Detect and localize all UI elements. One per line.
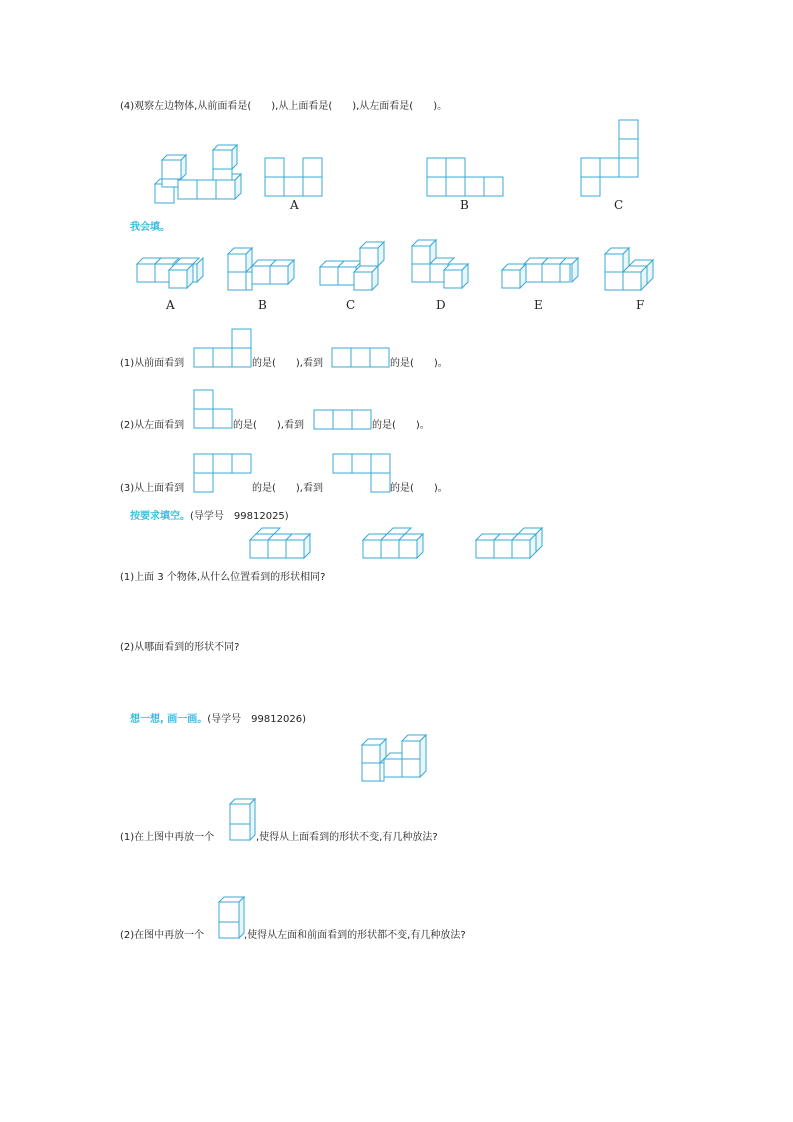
section2-q2-part3: 的是( )。 (372, 420, 430, 431)
section4-heading-text: 想一想, 画一画。 (130, 714, 208, 725)
section2-q3-part1: (3)从上面看到 (120, 483, 185, 494)
section2-q2-shape2 (314, 409, 374, 431)
section2-object-c (318, 240, 393, 295)
section3-note: (导学号 99812025) (190, 511, 289, 522)
section4-q2-cube-icon (217, 894, 247, 942)
section4-q1-part2: ,使得从上面看到的形状不变,有几种放法? (256, 832, 438, 843)
section3-object-2 (361, 526, 431, 562)
section3-heading-text: 按要求填空。 (130, 511, 190, 522)
q4-option-c-figure (580, 119, 642, 199)
q4-label-b: B (460, 198, 469, 212)
q4-text: (4)观察左边物体,从前面看是( ),从上面看是( ),从左面看是( )。 (120, 101, 448, 112)
section2-object-d (410, 238, 485, 295)
section4-object (360, 733, 435, 788)
section2-object-b (226, 245, 301, 295)
q4-option-a-figure (264, 157, 326, 199)
section2-heading: 我会填。 (130, 222, 170, 233)
q4-label-a: A (290, 198, 299, 212)
q4-label-c: C (614, 198, 624, 212)
section2-q3-part2: 的是( ),看到 (252, 483, 323, 494)
section2-q1-part1: (1)从前面看到 (120, 358, 185, 369)
section4-q1-cube-icon (228, 796, 258, 844)
section2-label-f: F (636, 298, 645, 312)
section2-label-c: C (346, 298, 356, 312)
section2-object-a (135, 250, 210, 295)
section3-object-3 (474, 526, 549, 562)
section3-q2: (2)从哪面看到的形状不同? (120, 642, 240, 653)
section2-label-a: A (166, 298, 175, 312)
section2-label-e: E (534, 298, 543, 312)
section2-q2-part1: (2)从左面看到 (120, 420, 185, 431)
section2-q2-part2: 的是( ),看到 (233, 420, 304, 431)
section2-object-f (603, 244, 663, 296)
section4-q1-part1: (1)在上图中再放一个 (120, 832, 215, 843)
section2-q1-part2: 的是( ),看到 (252, 358, 323, 369)
section3-object-1 (248, 526, 318, 562)
section2-q1-shape1 (194, 328, 254, 370)
section2-object-e (500, 250, 585, 295)
section4-q2-part1: (2)在图中再放一个 (120, 930, 205, 941)
section2-label-b: B (258, 298, 267, 312)
q4-option-b-figure (426, 157, 506, 199)
section2-q1-part3: 的是( )。 (390, 358, 448, 369)
q4-object-figure (150, 142, 245, 212)
section4-heading (130, 713, 306, 727)
section3-heading (130, 510, 289, 524)
section2-label-d: D (436, 298, 446, 312)
section2-q3-shape2 (333, 453, 393, 495)
section2-q3-shape1 (194, 453, 254, 495)
section2-q2-shape1 (194, 389, 236, 431)
section2-q3-part3: 的是( )。 (390, 483, 448, 494)
section4-q2-part2: ,使得从左面和前面看到的形状都不变,有几种放法? (244, 930, 466, 941)
section3-q1: (1)上面 3 个物体,从什么位置看到的形状相同? (120, 572, 326, 583)
section2-q1-shape2 (332, 347, 392, 369)
section4-note: (导学号 99812026) (207, 714, 306, 725)
